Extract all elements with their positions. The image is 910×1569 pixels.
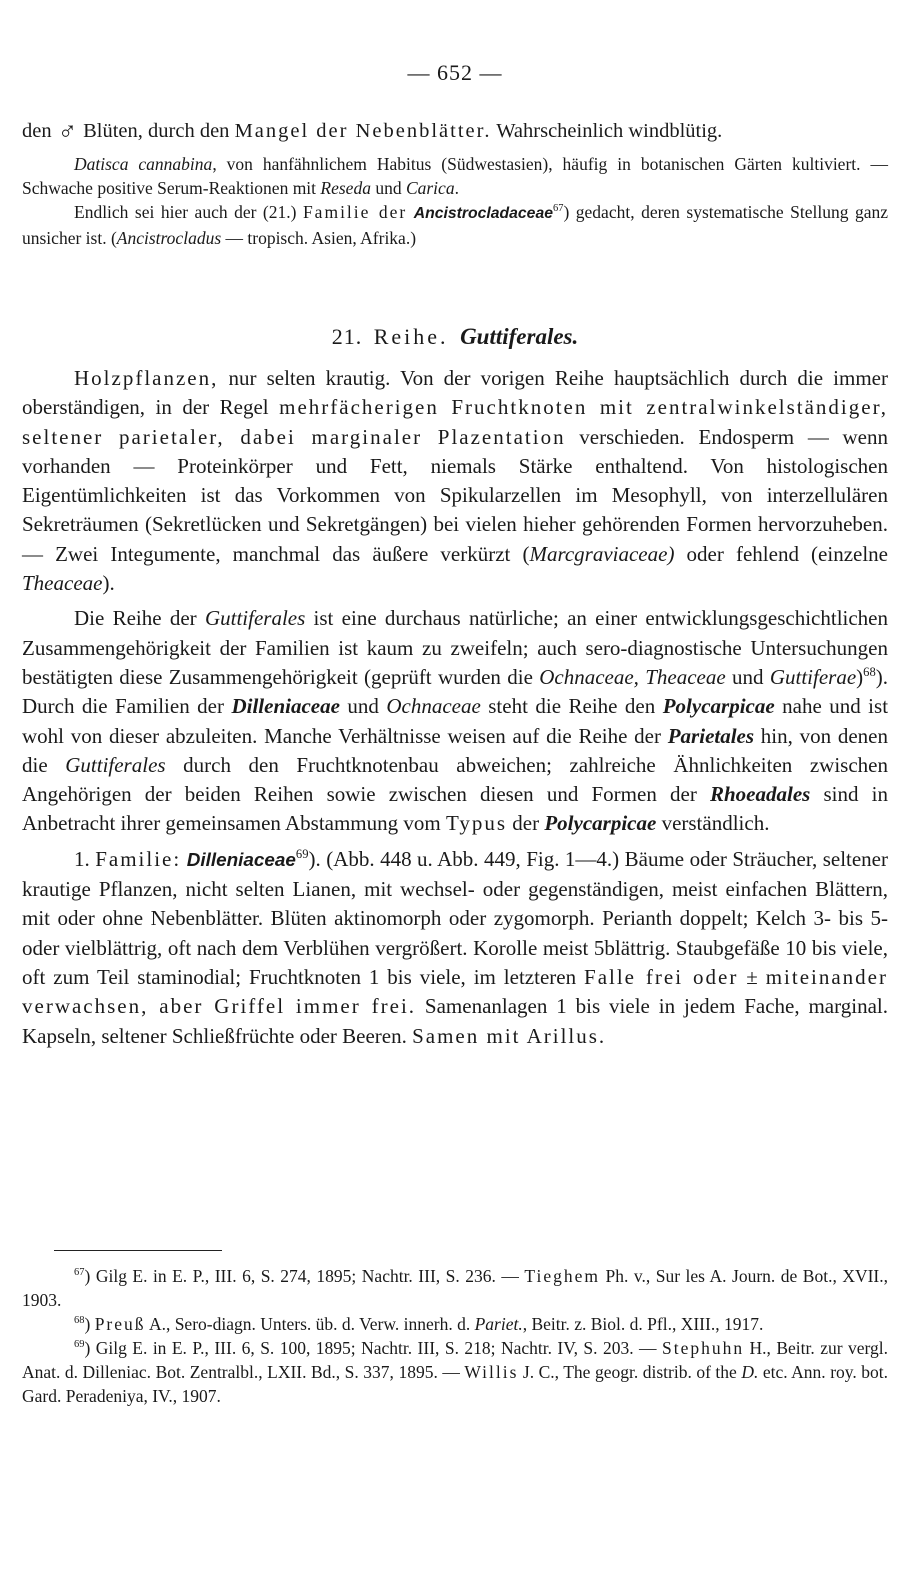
footnote-69: $^{69}$) Gilg E. in E. P., III. 6, S. 100, 1895; Nachtr. III, S. 218; Nachtr. IV, S. 203. — Stephuhn H., Beitr. zur vergl. Anat. d. Dilleniac. Bot. Zentralbl., LXII. Bd., S. 337, 1895. — Willis J. C., The geogr. distrib. of the D. etc. Ann. roy. bot. Gard. Peradeniya, IV., 1907. — [22, 1338, 889, 1406]
male-symbol-icon: ♂ — [57, 117, 78, 146]
footnote-68: $^{68}$) Preuß A., Sero-diagn. Unters. üb. d. Verw. innerh. d. Pariet., Beitr. z. Biol. d. Pfl., XIII., 1917. — [74, 1314, 764, 1334]
intro-section — [22, 118, 888, 250]
main-text — [22, 364, 888, 1051]
footnote-divider — [54, 1250, 222, 1251]
paragraph-holzpflanzen: Holzpflanzen, nur selten krautig. Von der vorigen Reihe hauptsächlich durch die immer oberständigen, in der Regel mehrfächerigen Fruchtknoten mit zentralwinkelständiger, seltener parietaler, dabei marginaler Plazentation verschieden. Endosperm — wenn vorhanden — Proteinkörper und Fett, niemals Stärke enthaltend. Von histologischen Eigentümlichkeiten ist das Vorkommen von Spikularzellen im Mesophyll, von interzellulären Sekreträumen (Sekretlücken und Sekretgängen) bei vielen hieher gehörenden Formen hervorzuheben. — Zwei Integumente, manchmal das äußere verkürzt (Marcgraviaceae) oder fehlend (einzelne Theaceae). — [22, 366, 888, 596]
page-number: — 652 — — [407, 60, 503, 85]
footnote-67: $^{67}$) Gilg E. in E. P., III. 6, S. 274, 1895; Nachtr. III, S. 236. — Tieghem Ph. v., Sur les A. Journ. de Bot., XVII., 1903. — [22, 1266, 889, 1310]
datisca-paragraph: Datisca cannabina, von hanfähnlichem Habitus (Südwestasien), häufig in botanischen Gärten kultiviert. — Schwache positive Serum-Reaktionen mit Reseda und Carica. — [22, 154, 888, 198]
section-heading: 21. Reihe. Guttiferales. — [331, 324, 579, 349]
paragraph-dilleniaceae: 1. Familie: Dilleniaceae$^{69}$). (Abb. 448 u. Abb. 449, Fig. 1—4.) Bäume oder Sträucher, seltener krautige Pflanzen, nicht selten Lianen, mit wechsel- oder gegenständigen, meist einfachen Blättern, mit oder ohne Nebenblätter. Blüten aktinomorph oder zygomorph. Perianth doppelt; Kelch 3- bis 5- oder vielblättrig, oft nach dem Verblühen vergrößert. Korolle meist 5blättrig. Staubgefäße 10 bis viele, oft zum Teil staminodial; Fruchtknoten 1 bis viele, im letzteren Falle frei oder ± miteinander verwachsen, aber Griffel immer frei. Samenanlagen 1 bis viele in jedem Fache, marginal. Kapseln, seltener Schließfrüchte oder Beeren. Samen mit Arillus. — [22, 846, 888, 1048]
ancistrocladaceae-paragraph: Endlich sei hier auch der (21.) Familie der Ancistrocladaceae$^{67}$) gedacht, deren systematische Stellung ganz unsicher ist. (Ancistrocladus — tropisch. Asien, Afrika.) — [22, 202, 888, 248]
paragraph-reihe: Die Reihe der Guttiferales ist eine durchaus natürliche; an einer entwicklungsgeschichtlichen Zusammengehörigkeit der Familien ist kaum zu zweifeln; auch sero-diagnostische Untersuchungen bestätigten diese Zusammengehörigkeit (geprüft wurden die Ochnaceae, Theaceae und Guttiferae)$^{68}$). Durch die Familien der Dilleniaceae und Ochnaceae steht die Reihe den Polycarpicae nahe und ist wohl von dieser abzuleiten. Manche Verhältnisse weisen auf die Reihe der Parietales hin, von denen die Guttiferales durch den Fruchtknotenbau abweichen; zahlreiche Ähnlichkeiten zwischen Angehörigen der beiden Reihen sowie zwischen diesen und Formen der Rhoeadales sind in Anbetracht ihrer gemeinsamen Abstammung vom Typus der Polycarpicae verständlich. — [22, 606, 889, 836]
footnotes — [22, 1264, 888, 1408]
intro-paragraph: den ♂ Blüten, durch den Mangel der Nebenblätter. Wahrscheinlich windblütig. — [22, 117, 723, 146]
